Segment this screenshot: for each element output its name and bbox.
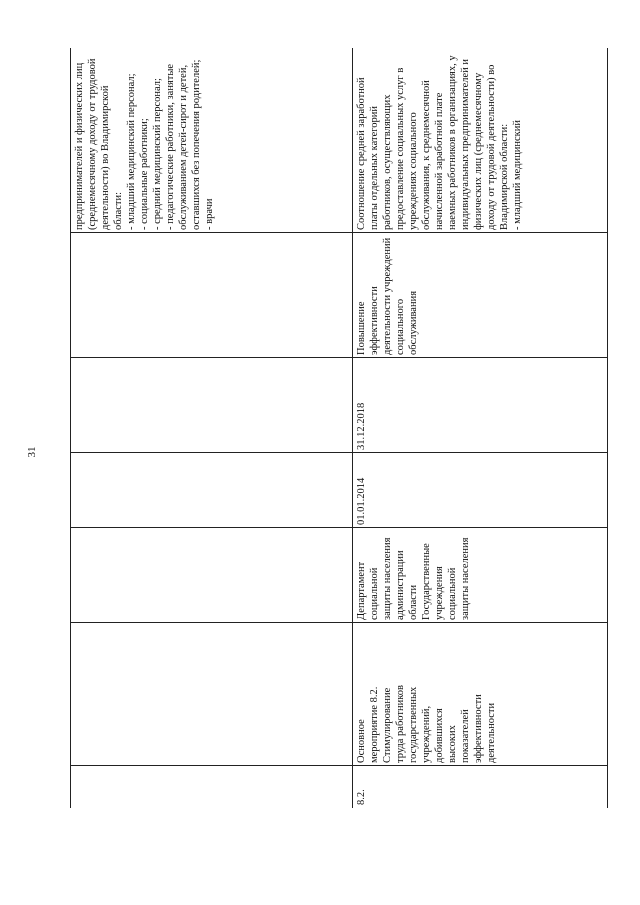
indicator-line: - социальные работники; (139, 118, 150, 230)
indicator-cell (353, 48, 607, 233)
page-number: 31 (26, 446, 38, 458)
row-number: 8.2. (356, 789, 367, 805)
start-date: 01.01.2014 (356, 477, 367, 525)
measure-name: Основное мероприятие 8.2. Стимулирование труда работников государственных учреждений, добившихся высоких показателей эффективности деятельности (356, 684, 497, 763)
indicator-text: Соотношение средней заработной платы отдельных категорий работников, осуществляющих предоставление социальных услуг в учреждениях социального обслуживания, к среднемесячной начисленной заработной плате наемных работников в организациях, у индивидуальных предпринимателей и физических лиц (среднемесячному доходу от трудовой деятельности) во Владимирской области: (356, 55, 510, 230)
expected-result: Повышение эффективности деятельности учреждений социального обслуживания (356, 237, 419, 355)
indicator-tail: - младший медицинский (512, 120, 523, 230)
executors: Департамент социальной защиты населения администрации области Государственные учреждения социальной защиты населения (356, 537, 471, 620)
rotated-table (70, 48, 610, 808)
indicator-line: - педагогические работники, занятые обслуживанием детей-сирот и детей, оставшихся без попечения родителей; (165, 59, 202, 230)
table-row-continued (70, 48, 353, 808)
indicator-line: предпринимателей и физических лиц (среднемесячному доходу от трудовой деятельности) во Владимирской области: (74, 58, 124, 230)
indicator-line: - врачи (204, 198, 215, 230)
indicator-cell-continued (71, 48, 353, 233)
table-row-8-2 (352, 48, 608, 808)
indicator-line: - средний медицинский персонал; (152, 78, 163, 230)
end-date: 31.12.2018 (356, 402, 367, 450)
indicator-line: - младший медицинский персонал; (126, 73, 137, 230)
